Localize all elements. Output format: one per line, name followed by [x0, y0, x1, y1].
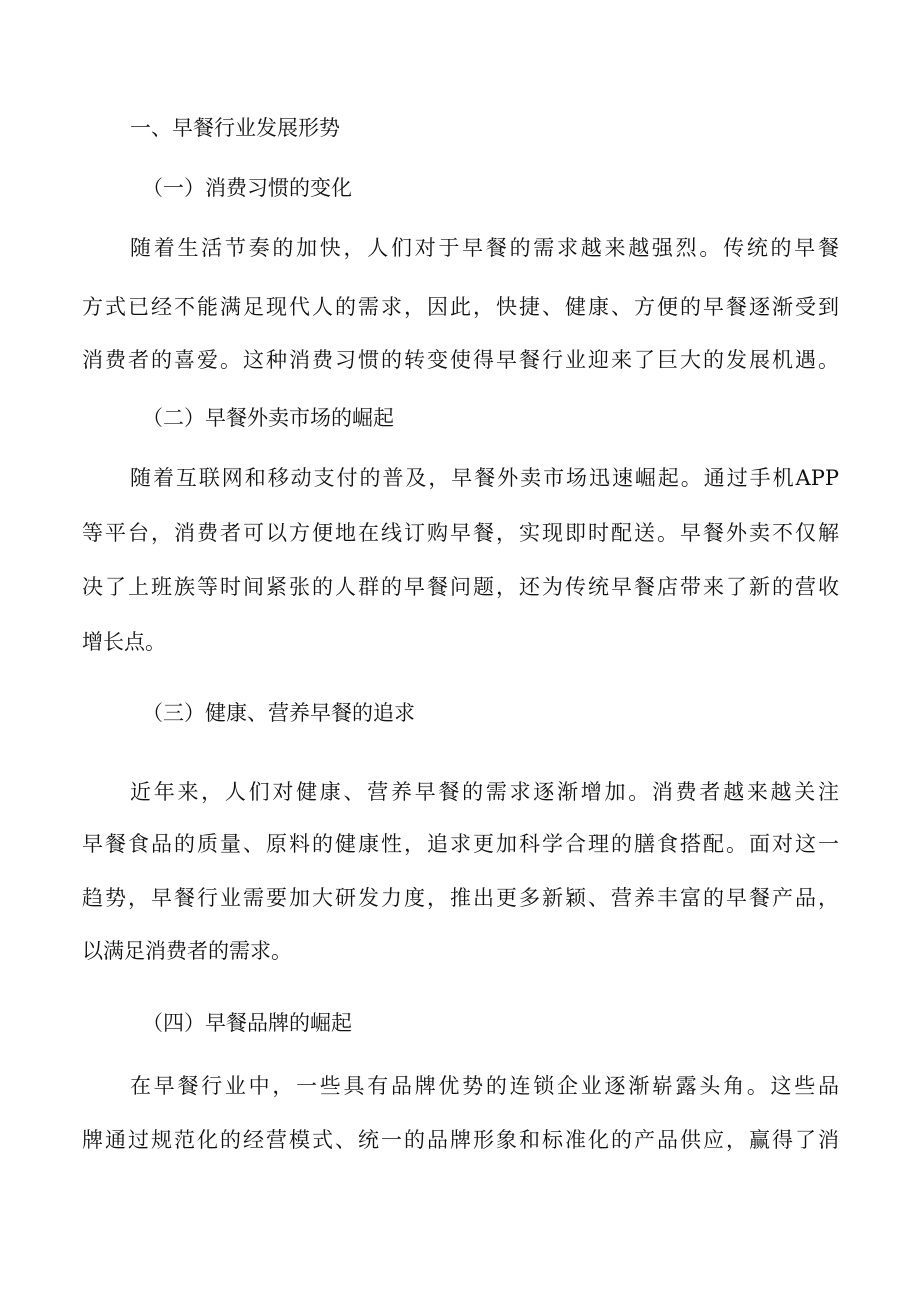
paragraph-line: 牌通过规范化的经营模式、统一的品牌形象和标准化的产品供应，赢得了消 — [82, 1128, 839, 1152]
paragraph-line: 趋势，早餐行业需要加大研发力度，推出更多新颖、营养丰富的早餐产品， — [82, 886, 839, 910]
paragraph-line: 随着生活节奏的加快，人们对于早餐的需求越来越强烈。传统的早餐 — [130, 236, 839, 260]
paragraph-line: 早餐食品的质量、原料的健康性，追求更加科学合理的膳食搭配。面对这一 — [82, 832, 839, 856]
paragraph-line: 随着互联网和移动支付的普及，早餐外卖市场迅速崛起。通过手机APP — [130, 466, 839, 490]
paragraph-line: 以满足消费者的需求。 — [82, 939, 292, 963]
main-heading: 一、早餐行业发展形势 — [130, 116, 340, 140]
section-heading-3: （三）健康、营养早餐的追求 — [142, 701, 415, 725]
paragraph-line: 近年来，人们对健康、营养早餐的需求逐渐增加。消费者越来越关注 — [130, 780, 839, 804]
paragraph-line: 方式已经不能满足现代人的需求，因此，快捷、健康、方便的早餐逐渐受到 — [82, 295, 839, 319]
section-heading-2: （二）早餐外卖市场的崛起 — [142, 406, 394, 430]
section-heading-1: （一）消费习惯的变化 — [142, 176, 352, 200]
paragraph-line: 消费者的喜爱。这种消费习惯的转变使得早餐行业迎来了巨大的发展机遇。 — [82, 348, 839, 372]
paragraph-line: 在早餐行业中，一些具有品牌优势的连锁企业逐渐崭露头角。这些品 — [130, 1074, 839, 1098]
section-heading-4: （四）早餐品牌的崛起 — [142, 1011, 352, 1035]
paragraph-line: 增长点。 — [82, 630, 166, 654]
paragraph-line: 等平台，消费者可以方便地在线订购早餐，实现即时配送。早餐外卖不仅解 — [82, 521, 839, 545]
paragraph-line: 决了上班族等时间紧张的人群的早餐问题，还为传统早餐店带来了新的营收 — [82, 575, 839, 599]
